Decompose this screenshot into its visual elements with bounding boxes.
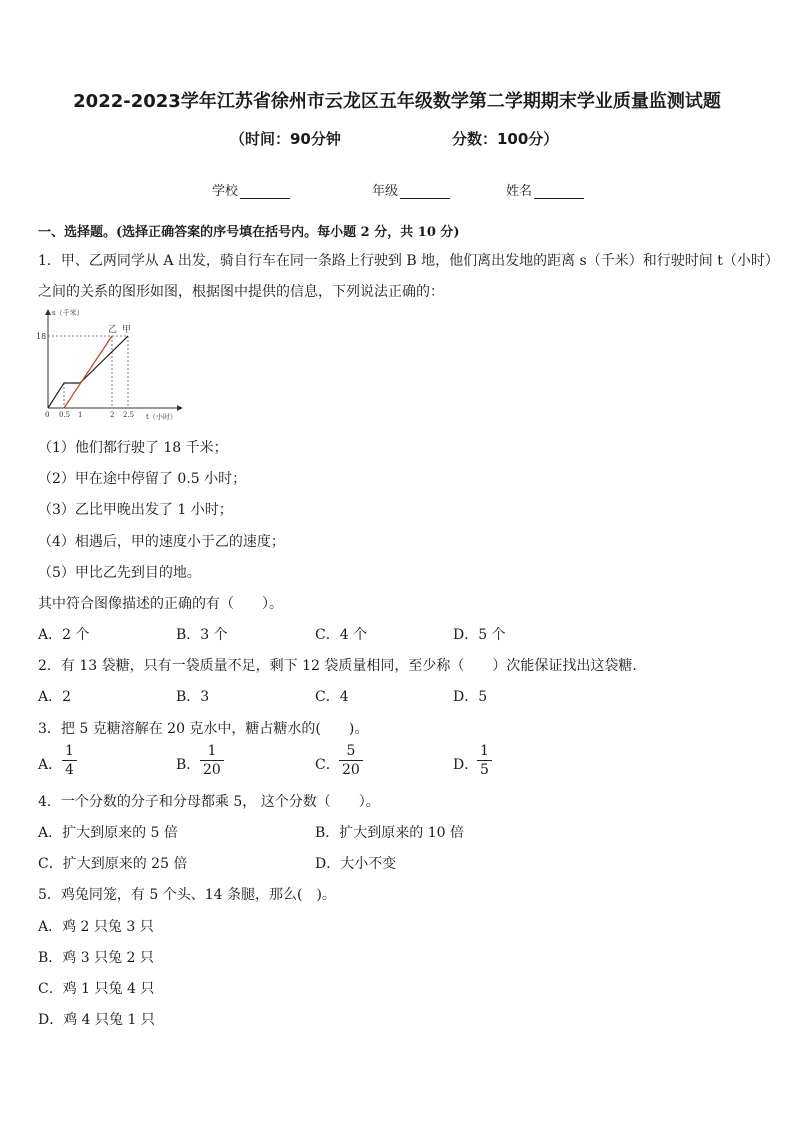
name-field — [506, 180, 584, 199]
denominator: 20 — [342, 762, 360, 778]
q2-option-d: D．5 — [453, 689, 488, 705]
label-jia: 甲 — [122, 325, 132, 335]
x-tick-2: 2 — [110, 411, 115, 419]
q1-distance-time-graph — [36, 306, 186, 424]
q2-stem: 2．有 13 袋糖，只有一袋质量不足，剩下 12 袋质量相同，至少称（ ）次能保证找出这袋糖． — [38, 658, 647, 674]
y-tick-18: 18 — [36, 332, 47, 341]
name-blank — [534, 186, 584, 199]
fraction-bar — [62, 760, 77, 761]
q1-option-c: C．4 个 — [315, 627, 368, 643]
page-title: 2022-2023学年江苏省徐州市云龙区五年级数学第二学期期末学业质量监测试题 — [73, 91, 721, 112]
q1-option-b: B．3 个 — [176, 627, 228, 643]
q1-statement-4: （4）相遇后，甲的速度小于乙的速度； — [38, 534, 285, 550]
q2-option-c: C．4 — [315, 689, 349, 705]
denominator: 20 — [203, 762, 221, 778]
q1-prompt: 其中符合图像描述的正确的有（ ）。 — [38, 596, 283, 612]
label-yi: 乙 — [108, 325, 118, 335]
q1-stem-line1: 1．甲、乙两同学从 A 出发，骑自行车在同一条路上行驶到 B 地，他们离出发地的距离 s（千米）和行驶时间 t（小时） — [38, 253, 779, 269]
q5-option-c: C．鸡 1 只兔 4 只 — [38, 981, 155, 997]
q2-option-a: A．2 — [38, 689, 72, 705]
q5-option-a: A．鸡 2 只兔 3 只 — [38, 919, 154, 935]
q1-option-a: A．2 个 — [38, 627, 90, 643]
x-tick-0: 0 — [45, 411, 50, 419]
q1-statement-1: （1）他们都行驶了 18 千米； — [38, 440, 228, 456]
q4-option-d: D．大小不变 — [315, 856, 397, 872]
q5-option-d: D．鸡 4 只兔 1 只 — [38, 1012, 155, 1028]
x-tick-2.5: 2.5 — [123, 411, 135, 419]
x-axis-label: t（小时） — [146, 413, 177, 421]
q3-option-d-letter: D． — [453, 757, 479, 773]
y-axis-label: s（千米） — [52, 309, 84, 317]
school-blank — [240, 186, 290, 199]
grade-label: 年级 — [372, 184, 399, 199]
section-heading: 一、选择题。(选择正确答案的序号填在括号内。每小题 2 分，共 10 分) — [38, 225, 460, 240]
grade-blank — [400, 186, 450, 199]
q1-stem-line2: 之间的关系的图形如图，根据图中提供的信息，下列说法正确的： — [38, 284, 444, 300]
fraction-bar — [477, 760, 492, 761]
school-field — [212, 180, 290, 199]
denominator: 4 — [65, 762, 74, 778]
q5-stem: 5．鸡兔同笼，有 5 个头、14 条腿，那么( )。 — [38, 887, 336, 903]
q5-option-b: B．鸡 3 只兔 2 只 — [38, 950, 154, 966]
denominator: 5 — [480, 762, 489, 778]
x-tick-1: 1 — [78, 411, 83, 419]
grade-field — [372, 180, 450, 199]
numerator: 1 — [65, 743, 74, 759]
q3-stem: 3．把 5 克糖溶解在 20 克水中，糖占糖水的( )。 — [38, 721, 369, 737]
school-label: 学校 — [212, 184, 239, 199]
q4-stem: 4．一个分数的分子和分母都乘 5， 这个分数（ ）。 — [38, 794, 380, 810]
q1-statement-5: （5）甲比乙先到目的地。 — [38, 565, 201, 581]
q3-option-b-letter: B． — [176, 757, 201, 773]
fraction-bar — [339, 760, 363, 761]
numerator: 1 — [480, 743, 489, 759]
exam-score: 分数：100分） — [452, 130, 559, 148]
q3-option-c-fraction — [339, 743, 363, 778]
q1-option-d: D．5 个 — [453, 627, 506, 643]
fraction-bar — [200, 760, 224, 761]
q1-statement-3: （3）乙比甲晚出发了 1 小时； — [38, 502, 233, 518]
exam-time: （时间：90分钟 — [230, 130, 341, 148]
q2-option-b: B．3 — [176, 689, 210, 705]
x-tick-0.5: 0.5 — [59, 411, 71, 419]
q3-option-a-letter: A． — [38, 757, 63, 773]
q4-option-c: C．扩大到原来的 25 倍 — [38, 856, 188, 872]
q4-option-a: A．扩大到原来的 5 倍 — [38, 825, 178, 841]
q3-option-d-fraction — [477, 743, 492, 778]
q3-option-c-letter: C． — [315, 757, 340, 773]
numerator: 1 — [207, 743, 217, 759]
yi-line — [64, 336, 112, 408]
q4-option-b: B．扩大到原来的 10 倍 — [315, 825, 465, 841]
numerator: 5 — [346, 743, 356, 759]
q3-option-a-fraction — [62, 743, 77, 778]
name-label: 姓名 — [506, 184, 533, 199]
q3-option-b-fraction — [200, 743, 224, 778]
q1-statement-2: （2）甲在途中停留了 0.5 小时； — [38, 471, 247, 487]
